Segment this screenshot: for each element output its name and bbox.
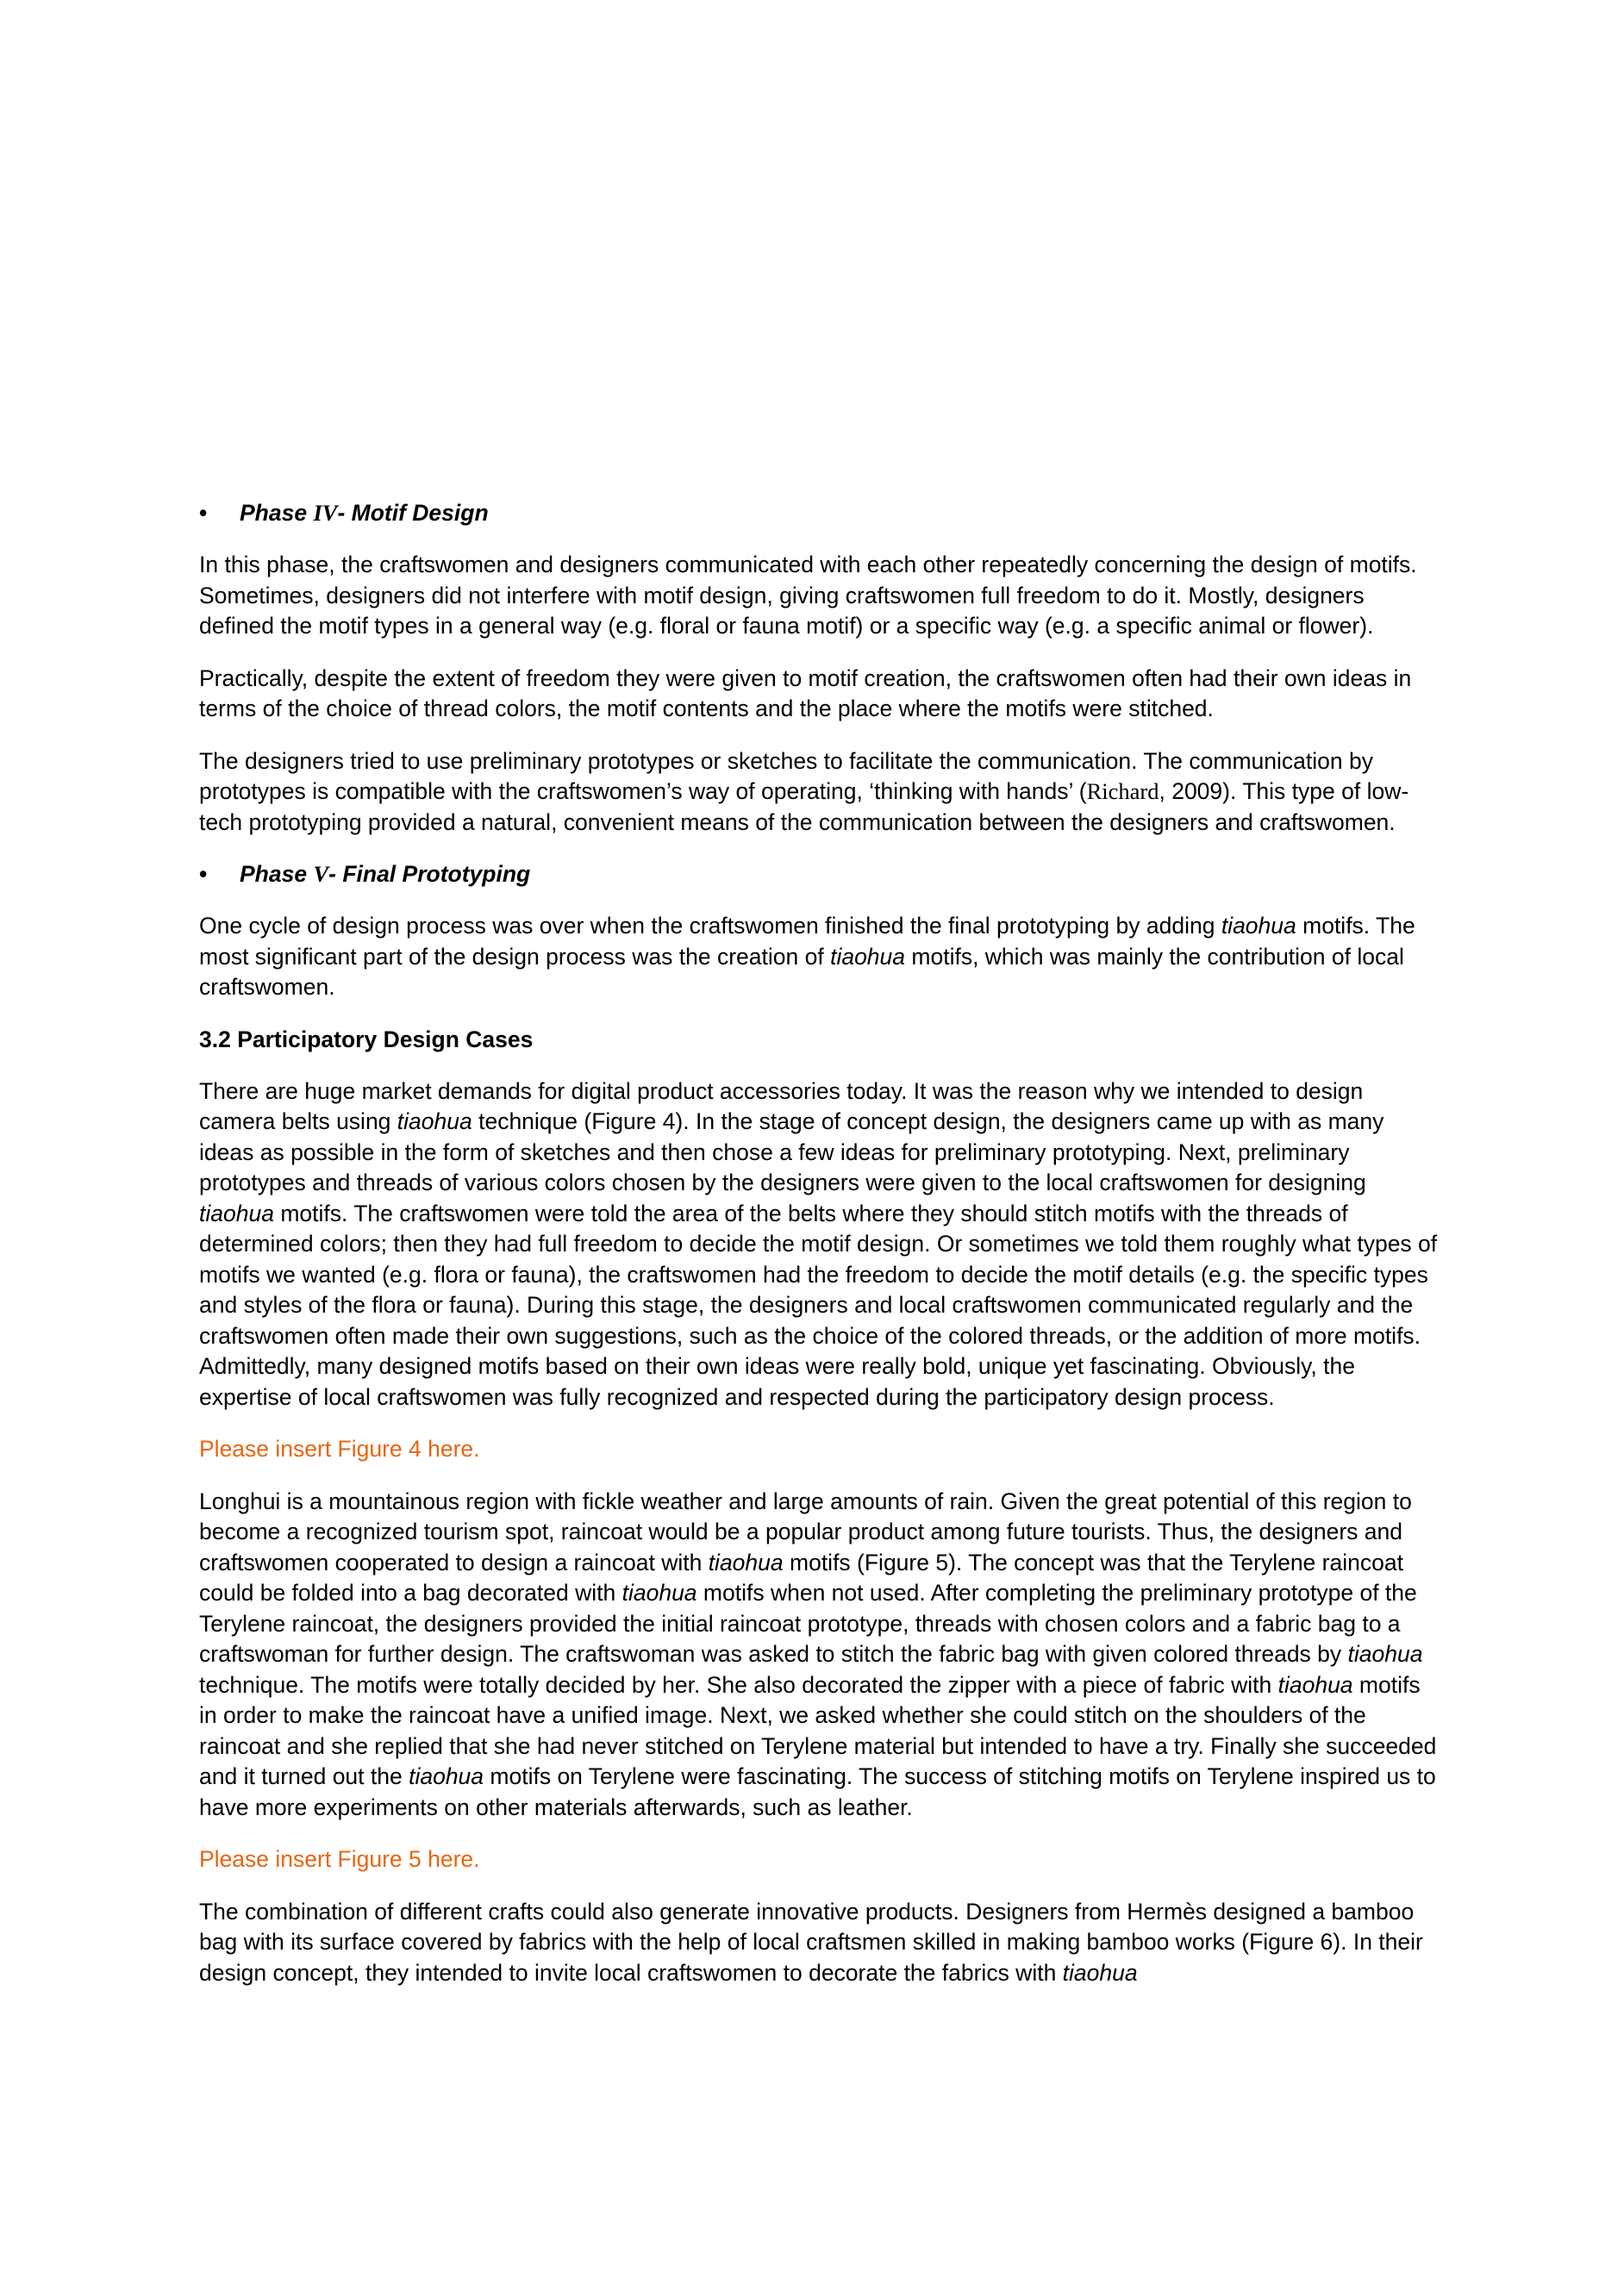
bullet-icon: • bbox=[199, 500, 208, 526]
phase-iv-heading: • Phase IV- Motif Design bbox=[199, 498, 1440, 528]
section-paragraph-1: There are huge market demands for digital product accessories today. It was the reason why we intended to design camera belts using tiaohua technique (Figure 4). In the stage of concept design, the designers came up with as many ideas as possible in the form of sketches and then chose a few ideas for preliminary prototyping. Next, preliminary prototypes and threads of various colors chosen by the designers were given to the local craftswomen for designing tiaohua motifs. The craftswomen were told the area of the belts where they should stitch motifs with the threads of determined colors; then they had full freedom to decide the motif design. Or sometimes we told them roughly what types of motifs we wanted (e.g. flora or fauna), the craftswomen had the freedom to decide the motif details (e.g. the specific types and styles of the flora or fauna). During this stage, the designers and local craftswomen communicated regularly and the craftswomen often made their own suggestions, such as the choice of the colored threads, or the addition of more motifs. Admittedly, many designed motifs based on their own ideas were really bold, unique yet fascinating. Obviously, the expertise of local craftswomen was fully recognized and respected during the participatory design process. bbox=[199, 1077, 1438, 1410]
phase-iv-paragraph-2: Practically, despite the extent of freedom they were given to motif creation, the craftswomen often had their own ideas in terms of the choice of thread colors, the motif contents and the place where the motifs were stitched. bbox=[199, 664, 1412, 721]
section-heading: 3.2 Participatory Design Cases bbox=[199, 1026, 534, 1052]
section-paragraph-3: The combination of different crafts could also generate innovative products. Designers from Hermès designed a bamboo bag with its surface covered by fabrics with the help of local craftsmen skilled in making bamboo works (Figure 6). In their design concept, they intended to invite local craftswomen to decorate the fabrics with tiaohua bbox=[199, 1898, 1423, 1986]
citation-author: Richard bbox=[1086, 778, 1159, 804]
figure-5-placeholder: Please insert Figure 5 here. bbox=[199, 1846, 480, 1872]
bullet-icon: • bbox=[199, 861, 208, 887]
section-paragraph-2: Longhui is a mountainous region with fickle weather and large amounts of rain. Given the great potential of this region to become a recognized tourism spot, raincoat would be a popular product among future tourists. Thus, the designers and craftswomen cooperated to design a raincoat with tiaohua motifs (Figure 5). The concept was that the Terylene raincoat could be folded into a bag decorated with tiaohua motifs when not used. After completing the preliminary prototype of the Terylene raincoat, the designers provided the initial raincoat prototype, threads with chosen colors and a fabric bag to a craftswoman for further design. The craftswoman was asked to stitch the fabric bag with given colored threads by tiaohua technique. The motifs were totally decided by her. She also decorated the zipper with a piece of fabric with tiaohua motifs in order to make the raincoat have a unified image. Next, we asked whether she could stitch on the shoulders of the raincoat and she replied that she had never stitched on Terylene material but intended to have a try. Finally she succeeded and it turned out the tiaohua motifs on Terylene were fascinating. The success of stitching motifs on Terylene inspired us to have more experiments on other materials afterwards, such as leather. bbox=[199, 1488, 1437, 1820]
phase-iv-paragraph-3: The designers tried to use preliminary prototypes or sketches to facilitate the communication. The communication by prototypes is compatible with the craftswomen’s way of operating, ‘thinking with hands’ (Richard, 2009). This type of low-tech prototyping provided a natural, convenient means of the communication between the designers and craftswomen. bbox=[199, 747, 1409, 835]
document-page bbox=[199, 498, 1440, 2010]
phase-iv-paragraph-1: In this phase, the craftswomen and designers communicated with each other repeatedly concerning the design of motifs. Sometimes, designers did not interfere with motif design, giving craftswomen full freedom to do it. Mostly, designers defined the motif types in a general way (e.g. floral or fauna motif) or a specific way (e.g. a specific animal or flower). bbox=[199, 552, 1417, 639]
phase-v-heading: • Phase V- Final Prototyping bbox=[199, 859, 1440, 889]
figure-4-placeholder: Please insert Figure 4 here. bbox=[199, 1436, 480, 1462]
phase-v-paragraph-1: One cycle of design process was over when the craftswomen finished the final prototyping by adding tiaohua motifs. The most significant part of the design process was the creation of tiaohua motifs, which was mainly the contribution of local craftswomen. bbox=[199, 913, 1415, 1000]
